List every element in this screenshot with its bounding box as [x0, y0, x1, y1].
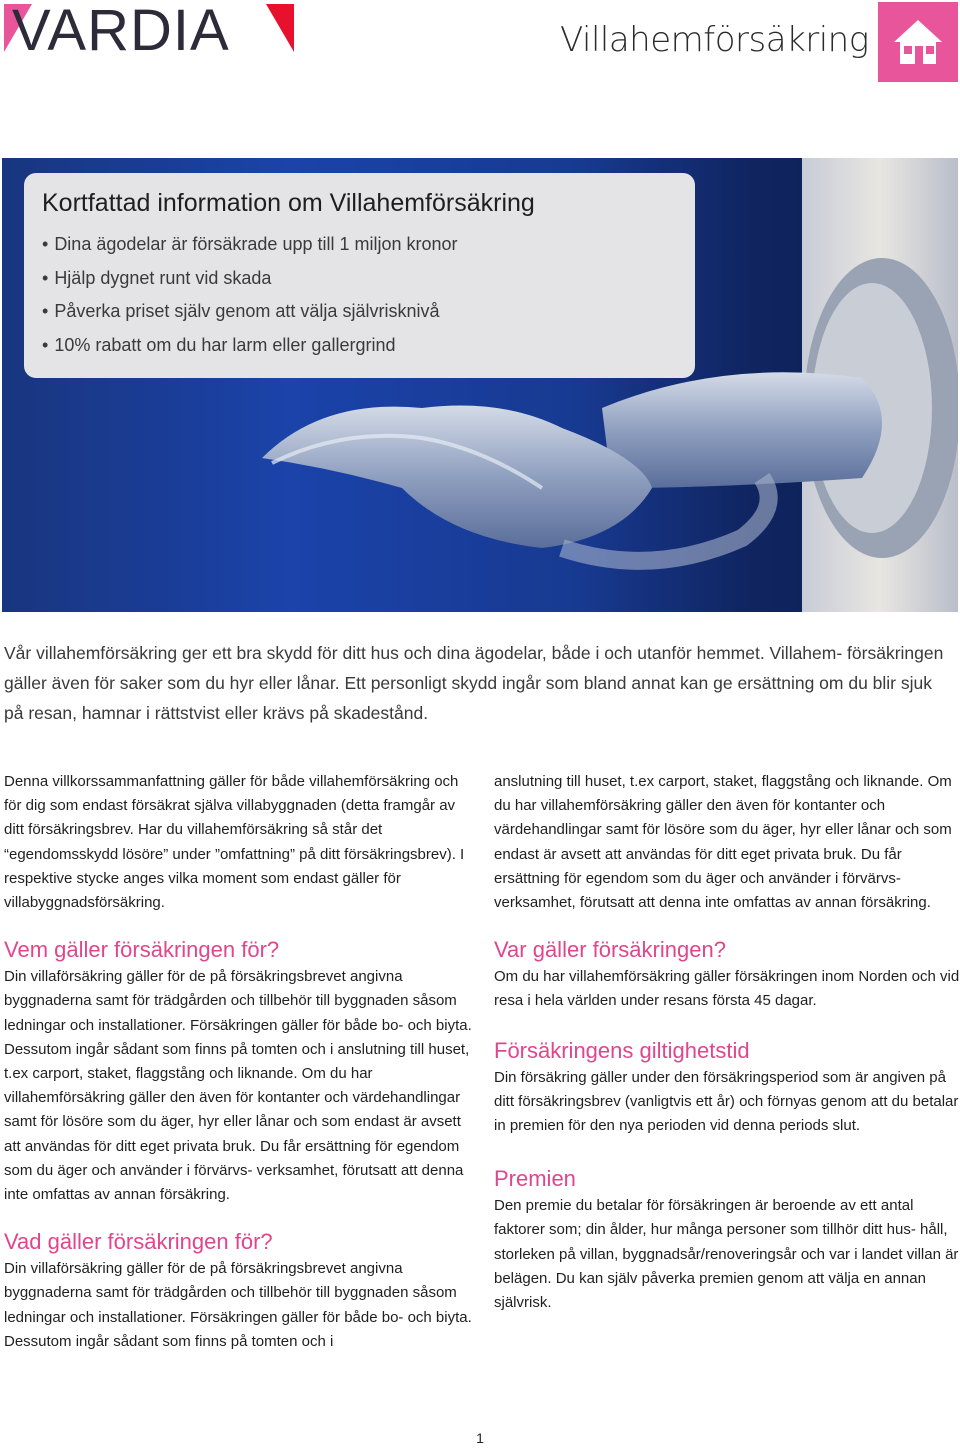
summary-box — [24, 173, 695, 378]
who-paragraph: Din villaförsäkring gäller för de på försäkringsbrevet angivna byggnaderna samt för trädgården och tillbehör till byggnaden såsom ledningar och installationer. Försäkringen gäller för både bo- och biyta. Dessutom ingår sådant som finns på tomten och i anslutning till huset, t.ex carport, staket, flaggstång och liknande. Om du har villahemförsäkring gäller den även för kontanter och värdehandlingar samt för lösöre som du äger, hyr eller lånar och som endast är avsett att användas för ditt eget privata bruk. Du får ersättning för egendom som du äger och använder i förvärvs- verksamhet, förutsatt att denna inte omfattas av annan försäkring. — [4, 968, 472, 1204]
summary-bullet: • Påverka priset själv genom att välja självrisknivå — [42, 295, 677, 329]
what-paragraph: Din villaförsäkring gäller för de på försäkringsbrevet angivna byggnaderna samt för trädgården och tillbehör till byggnaden såsom ledningar och installationer. Försäkringen gäller för både bo- och biyta. Dessutom ingår sådant som finns på tomten och i — [4, 1260, 472, 1350]
right-column — [494, 770, 960, 1315]
intro-paragraph: Vår villahemförsäkring ger ett bra skydd för ditt hus och dina ägodelar, både i och utanför hemmet. Villahem- försäkringen gäller även för saker som du hyr eller lånar. Ett personligt skydd ingår som bland annat kan ge ersättning om du blir sjuk på resan, hamnar i rättstvist eller krävs på skadestånd. — [4, 643, 944, 723]
house-icon-badge — [878, 2, 958, 82]
where-paragraph: Om du har villahemförsäkring gäller försäkringen inom Norden och vid resa i hela världen under resans första 45 dagar. — [494, 968, 960, 1010]
heading-where: Var gäller försäkringen? — [494, 937, 726, 963]
scope-paragraph: Denna villkorssammanfattning gäller för både villahemförsäkring och för dig som endast försäkrat själva villabyggnaden (detta framgår av ditt försäkringsbrev. Har du villahemförsäkring så står det “egendomsskydd lösöre” under ”omfattning” på ditt försäkringsbrev). I respektive stycke anges vilka moment som endast gäller för villabyggnadsförsäkring. — [4, 773, 465, 912]
svg-text:VARDIA: VARDIA — [12, 2, 230, 54]
heading-premium: Premien — [494, 1166, 576, 1192]
premium-paragraph: Den premie du betalar för försäkringen är beroende av ett antal faktorer som; din ålder, hur många personer som tillhör ditt hus- håll, storleken på villan, byggnadsår/renoveringsår och var i landet villan är belägen. Du kan själv påverka premien genom att välja en annan självrisk. — [494, 1197, 959, 1312]
vardia-logo — [4, 2, 294, 54]
house-icon — [890, 14, 946, 70]
validity-paragraph: Din försäkring gäller under den försäkringsperiod som är angiven på ditt försäkringsbrev (vanligtvis ett år) och förnyas genom att du betalar in premien för den nya perioden vid denna periods slut. — [494, 1068, 959, 1135]
continuation-paragraph: anslutning till huset, t.ex carport, staket, flaggstång och liknande. Om du har villahemförsäkring gäller den även för kontanter och värdehandlingar samt för lösöre som du äger, hyr eller lånar och som endast är avsett att användas för ditt eget privata bruk. Du får ersättning för egendom som du äger och använder i förvärvs- verksamhet, förutsatt att denna inte omfattas av annan försäkring. — [494, 773, 952, 912]
summary-title: Kortfattad information om Villahemförsäkring — [42, 189, 535, 217]
summary-bullet: • Dina ägodelar är försäkrade upp till 1 miljon kronor — [42, 228, 677, 262]
summary-bullet: • 10% rabatt om du har larm eller gallergrind — [42, 329, 677, 363]
summary-bullet: • Hjälp dygnet runt vid skada — [42, 262, 677, 296]
left-column — [4, 770, 472, 1354]
page-number: 1 — [476, 1430, 484, 1446]
heading-what: Vad gäller försäkringen för? — [4, 1229, 273, 1255]
heading-validity: Försäkringens giltighetstid — [494, 1037, 750, 1063]
document-title: Villahemförsäkring — [560, 20, 869, 60]
heading-who: Vem gäller försäkringen för? — [4, 937, 280, 963]
summary-list — [42, 228, 677, 362]
